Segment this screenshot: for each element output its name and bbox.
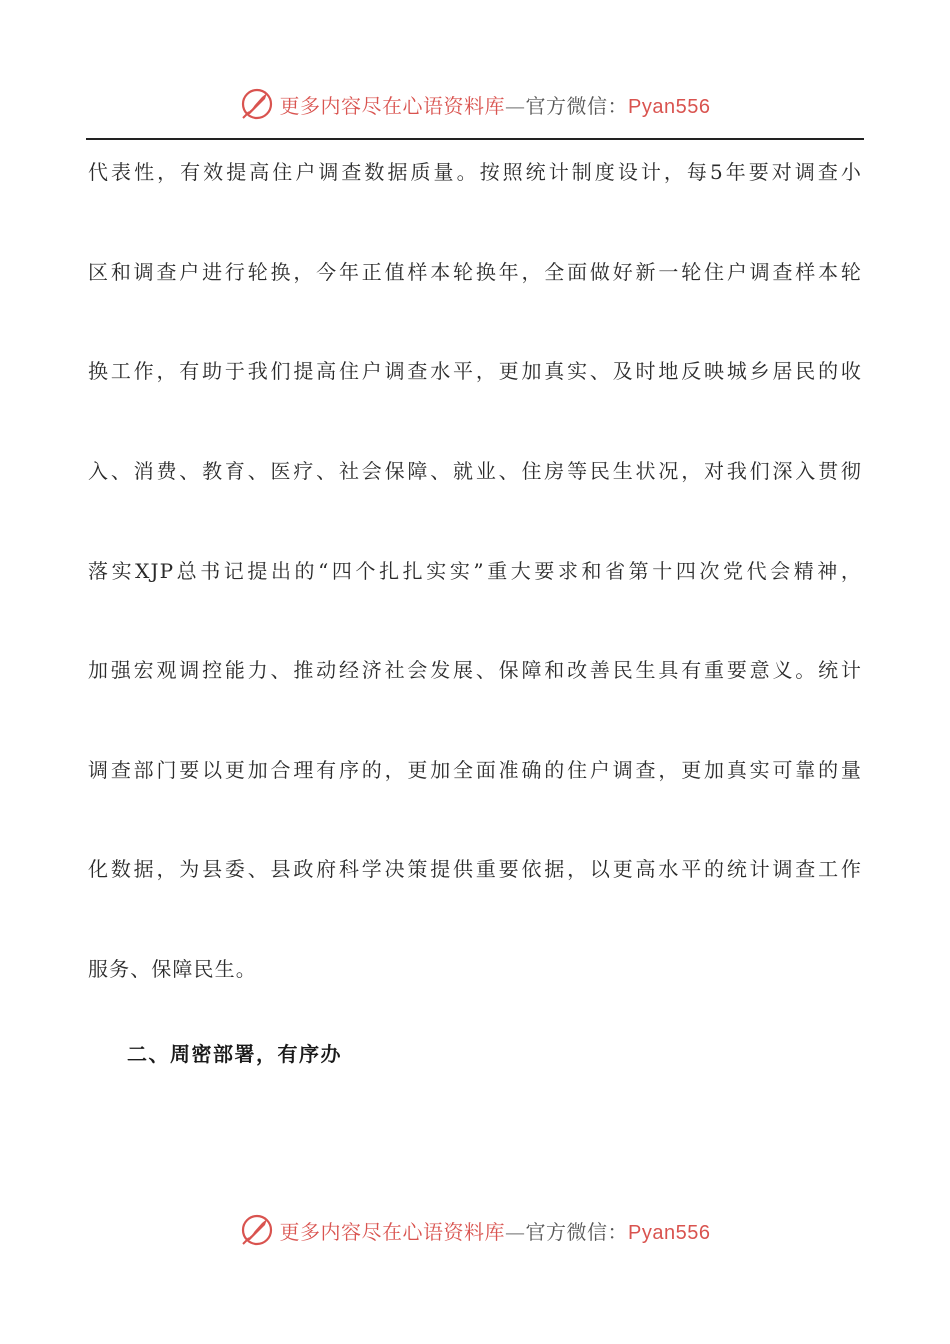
header-text [280, 90, 711, 119]
body-line-5: 落实XJP总书记提出的“四个扎扎实实”重大要求和省第十四次党代会精神， [88, 559, 862, 583]
body-line-6: 加强宏观调控能力、推动经济社会发展、保障和改善民生具有重要意义。统计 [88, 658, 862, 682]
body-line-3: 换工作，有助于我们提高住户调查水平，更加真实、及时地反映城乡居民的收 [88, 359, 862, 383]
body-line-8: 化数据，为县委、县政府科学决策提供重要依据，以更高水平的统计调查工作 [88, 857, 862, 881]
quill-pen-logo-icon [240, 1213, 274, 1247]
body-line-9: 服务、保障民生。 [88, 957, 257, 981]
footer-banner [0, 1210, 950, 1250]
footer-wechat-label: 官方微信： [525, 1219, 629, 1244]
header-divider [86, 138, 864, 140]
header-library-text: 更多内容尽在心语资料库 [279, 93, 506, 118]
body-line-1: 代表性，有效提高住户调查数据质量。按照统计制度设计，每5年要对调查小 [88, 160, 862, 184]
quill-pen-logo-icon [240, 87, 274, 121]
header-wechat-id: Pyan556 [628, 95, 711, 118]
header-dash: — [505, 93, 526, 118]
footer-library-text: 更多内容尽在心语资料库 [279, 1219, 506, 1244]
body-line-7: 调查部门要以更加合理有序的，更加全面准确的住户调查，更加真实可靠的量 [88, 758, 862, 782]
body-line-2: 区和调查户进行轮换，今年正值样本轮换年，全面做好新一轮住户调查样本轮 [88, 260, 862, 284]
section-heading: 二、周密部署，有序办 [127, 1042, 342, 1066]
footer-dash: — [505, 1219, 526, 1244]
footer-wechat-id: Pyan556 [628, 1221, 711, 1244]
header-banner [0, 84, 950, 124]
body-line-4: 入、消费、教育、医疗、社会保障、就业、住房等民生状况，对我们深入贯彻 [88, 459, 862, 483]
footer-text [280, 1216, 711, 1245]
header-wechat-label: 官方微信： [525, 93, 629, 118]
